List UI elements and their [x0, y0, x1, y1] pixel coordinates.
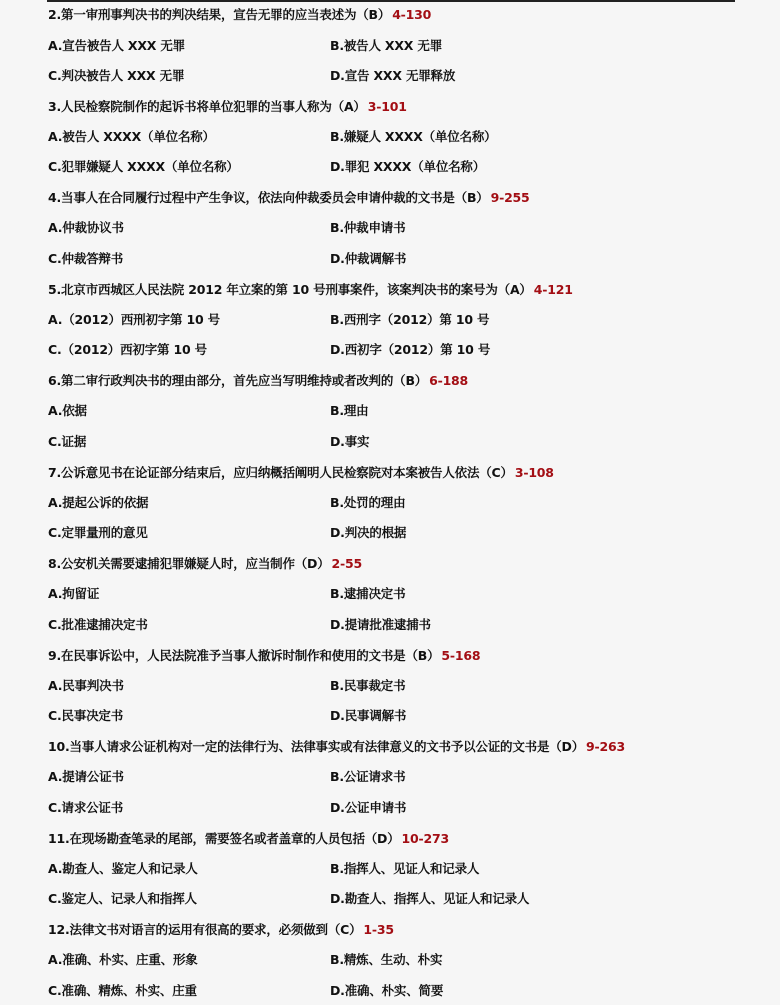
option-a: A.（2012）西刑初字第 10 号	[48, 312, 220, 327]
page-ref: 2-55	[331, 556, 363, 571]
option-b: B.仲裁申请书	[330, 220, 406, 235]
question-stem: 4.当事人在合同履行过程中产生争议，依法向仲裁委员会申请仲裁的文书是（B） 9-255	[48, 190, 530, 205]
option-a: A.准确、朴实、庄重、形象	[48, 952, 198, 967]
question-stem: 10.当事人请求公证机构对一定的法律行为、法律事实或有法律意义的文书予以公证的文书是（D） 9-263	[48, 739, 626, 754]
option-c: C.鉴定人、记录人和指挥人	[48, 891, 197, 906]
page-ref: 4-130	[392, 7, 432, 22]
page-ref: 5-168	[441, 648, 481, 663]
page-ref: 6-188	[429, 373, 469, 388]
top-rule	[47, 0, 735, 2]
page-ref: 4-121	[533, 282, 573, 297]
option-d: D.西初字（2012）第 10 号	[330, 342, 491, 357]
option-d: D.勘查人、指挥人、见证人和记录人	[330, 891, 530, 906]
page-ref: 3-101	[367, 99, 407, 114]
option-a: A.依据	[48, 403, 87, 418]
page-ref: 10-273	[401, 831, 450, 846]
option-a: A.提起公诉的依据	[48, 495, 149, 510]
option-b: B.公证请求书	[330, 769, 406, 784]
option-b: B.处罚的理由	[330, 495, 406, 510]
option-c: C.批准逮捕决定书	[48, 617, 148, 632]
question-stem: 8.公安机关需要逮捕犯罪嫌疑人时，应当制作（D） 2-55	[48, 556, 363, 571]
question-stem: 9.在民事诉讼中，人民法院准予当事人撤诉时制作和使用的文书是（B） 5-168	[48, 648, 481, 663]
option-b: B.精炼、生动、朴实	[330, 952, 443, 967]
option-a: A.民事判决书	[48, 678, 124, 693]
question-stem: 12.法律文书对语言的运用有很高的要求，必须做到（C） 1-35	[48, 922, 394, 937]
option-d: D.判决的根据	[330, 525, 407, 540]
option-d: D.仲裁调解书	[330, 251, 407, 266]
option-a: A.提请公证书	[48, 769, 124, 784]
option-d: D.罪犯 XXXX（单位名称）	[330, 159, 486, 174]
option-d: D.公证申请书	[330, 800, 407, 815]
option-c: C.证据	[48, 434, 87, 449]
option-b: B.逮捕决定书	[330, 586, 406, 601]
option-a: A.拘留证	[48, 586, 100, 601]
option-d: D.事实	[330, 434, 370, 449]
page-ref: 3-108	[514, 465, 554, 480]
page-ref: 9-263	[586, 739, 626, 754]
question-stem: 6.第二审行政判决书的理由部分，首先应当写明维持或者改判的（B） 6-188	[48, 373, 469, 388]
option-b: B.民事裁定书	[330, 678, 406, 693]
question-stem: 7.公诉意见书在论证部分结束后，应归纳概括阐明人民检察院对本案被告人依法（C） 3-108	[48, 465, 554, 480]
option-a: A.仲裁协议书	[48, 220, 124, 235]
option-d: D.提请批准逮捕书	[330, 617, 431, 632]
option-a: A.被告人 XXXX（单位名称）	[48, 129, 215, 144]
option-a: A.勘查人、鉴定人和记录人	[48, 861, 198, 876]
page-ref: 9-255	[490, 190, 530, 205]
question-stem: 2.第一审刑事判决书的判决结果，宣告无罪的应当表述为（B） 4-130	[48, 7, 432, 22]
option-b: B.西刑字（2012）第 10 号	[330, 312, 490, 327]
option-b: B.被告人 XXX 无罪	[330, 38, 442, 53]
option-c: C.（2012）西初字第 10 号	[48, 342, 207, 357]
option-c: C.民事决定书	[48, 708, 124, 723]
option-c: C.仲裁答辩书	[48, 251, 124, 266]
option-c: C.判决被告人 XXX 无罪	[48, 68, 185, 83]
option-c: C.定罪量刑的意见	[48, 525, 148, 540]
option-d: D.民事调解书	[330, 708, 407, 723]
question-stem: 3.人民检察院制作的起诉书将单位犯罪的当事人称为（A） 3-101	[48, 99, 407, 114]
option-b: B.嫌疑人 XXXX（单位名称）	[330, 129, 497, 144]
option-c: C.犯罪嫌疑人 XXXX（单位名称）	[48, 159, 239, 174]
option-c: C.准确、精炼、朴实、庄重	[48, 983, 197, 998]
option-b: B.理由	[330, 403, 369, 418]
option-a: A.宣告被告人 XXX 无罪	[48, 38, 185, 53]
option-c: C.请求公证书	[48, 800, 124, 815]
question-stem: 5.北京市西城区人民法院 2012 年立案的第 10 号刑事案件，该案判决书的案号为（A） 4-121	[48, 282, 573, 297]
question-stem: 11.在现场勘查笔录的尾部，需要签名或者盖章的人员包括（D） 10-273	[48, 831, 450, 846]
option-d: D.准确、朴实、简要	[330, 983, 444, 998]
option-d: D.宣告 XXX 无罪释放	[330, 68, 456, 83]
page-ref: 1-35	[363, 922, 394, 937]
option-b: B.指挥人、见证人和记录人	[330, 861, 480, 876]
